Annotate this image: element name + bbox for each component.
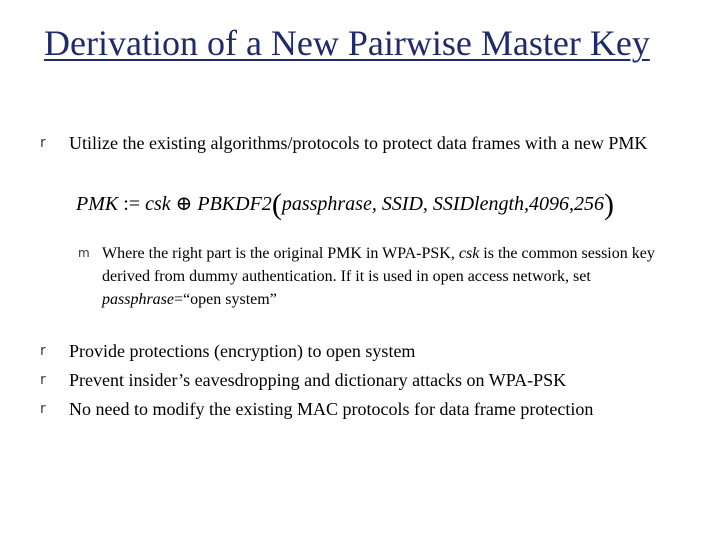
bullet-marker: r xyxy=(40,372,46,388)
bullet-marker: r xyxy=(40,343,46,359)
bullet-text: No need to modify the existing MAC protocols for data frame protection xyxy=(69,399,594,419)
bullet-marker: r xyxy=(40,135,46,151)
bullet-text: Utilize the existing algorithms/protocols to protect data frames with a new PMK xyxy=(69,133,648,153)
formula-func: PBKDF2 xyxy=(197,193,272,215)
sub-text-part1: Where the right part is the original PMK in WPA-PSK, xyxy=(102,245,459,262)
sub-bullet-marker: m xyxy=(78,246,90,260)
sub-text-passphrase: passphrase xyxy=(102,291,175,308)
sub-text-part3: =“open system” xyxy=(174,291,277,308)
formula-csk: csk xyxy=(145,193,171,215)
pmk-formula xyxy=(76,188,614,222)
sub-text-part2: is the common session key derived from dummy authentication. If it is used in open access network, set xyxy=(102,245,655,285)
bullet-text: Prevent insider’s eavesdropping and dictionary attacks on WPA-PSK xyxy=(69,370,567,390)
sub-bullet-text xyxy=(102,242,678,311)
formula-close-paren: ) xyxy=(604,188,615,221)
formula-lhs: PMK xyxy=(76,193,119,215)
formula-assign: := xyxy=(123,193,141,215)
sub-text-csk: csk xyxy=(458,245,480,262)
bullet-text: Provide protections (encryption) to open system xyxy=(69,341,416,361)
bullet-marker: r xyxy=(40,401,46,417)
formula-args: passphrase, SSID, SSIDlength,4096,256 xyxy=(281,193,605,215)
formula-open-paren: ( xyxy=(271,188,282,221)
formula-xor: ⊕ xyxy=(175,193,193,215)
slide-title: Derivation of a New Pairwise Master Key xyxy=(44,23,650,63)
